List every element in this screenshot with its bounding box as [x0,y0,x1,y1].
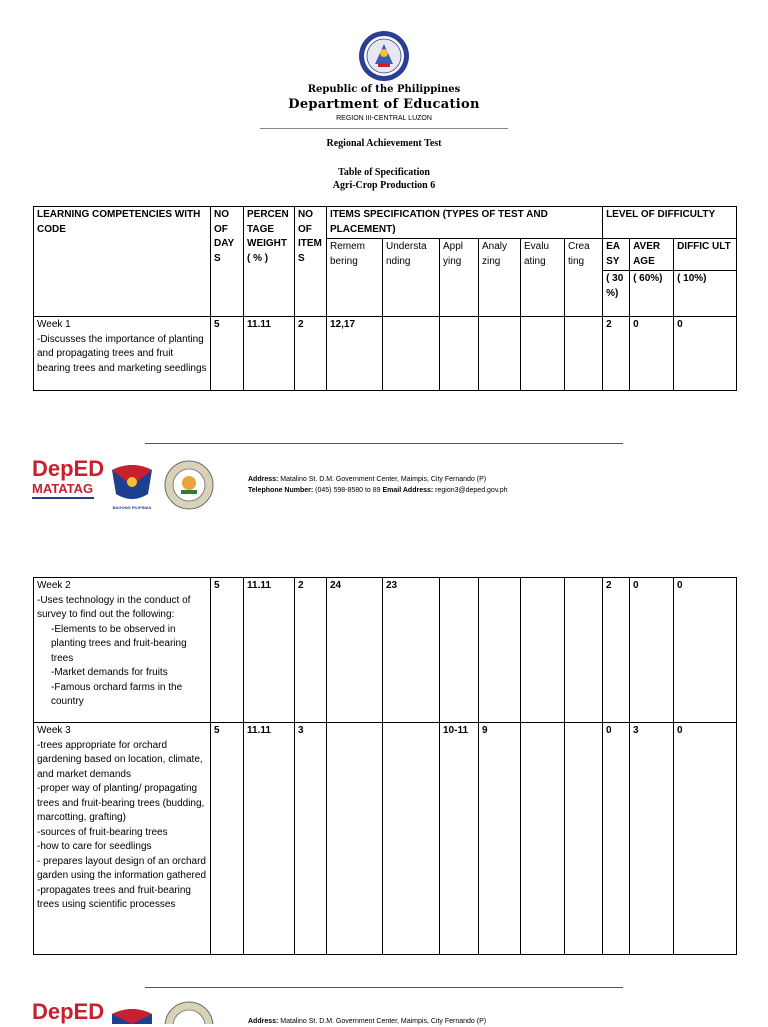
header-percentage: PERCEN TAGE WEIGHT ( % ) [244,207,295,317]
analyzing-cell [479,578,521,723]
bagong-pilipinas-icon [108,460,156,504]
competency-line: -Famous orchard farms in the country [51,681,183,707]
bagong-pilipinas-icon [108,1004,156,1024]
deped-seal-icon [358,30,410,82]
difficult-cell: 0 [674,317,737,391]
header-items: NO OF ITEM S [295,207,327,317]
evaluating-cell [521,317,565,391]
creating-cell [565,317,603,391]
items-cell: 3 [295,723,327,955]
logo-underline [32,497,94,499]
header-divider [260,128,508,129]
region-text: REGION III-CENTRAL LUZON [336,115,432,122]
header-analyzing: Analy zing [479,239,521,317]
header-difficult-pct: ( 10%) [674,271,737,317]
footer-divider [145,987,623,988]
tos-table-page2 [33,577,737,955]
competency-week: Week 2 [37,580,71,591]
region-seal-icon [163,459,215,511]
remembering-cell: 24 [327,578,383,723]
competency-line: -Uses technology in the conduct of survey to find out the following: [37,594,191,620]
address-value: Matalino St. D.M. Government Center, Maimpis, City Fernando (P) [280,1018,487,1025]
competency-week: Week 1 [37,319,71,330]
address-block [248,474,668,496]
header-difficult: DIFFIC ULT [674,239,737,271]
understanding-cell: 23 [383,578,440,723]
header-remembering: Remem bering [327,239,383,317]
department-text: Department of Education [288,97,480,112]
subject-title: Agri-Crop Production 6 [332,180,436,191]
creating-cell [565,578,603,723]
email-value: region3@deped.gov.ph [435,487,508,494]
weight-cell: 11.11 [244,317,295,391]
competency-cell [34,317,211,391]
address-block [248,1016,668,1027]
understanding-cell [383,723,440,955]
table-row [34,723,737,955]
analyzing-cell: 9 [479,723,521,955]
weight-cell: 11.11 [244,723,295,955]
competency-line: -proper way of planting/ propagating trees and fruit-bearing trees (budding, marcotting, grafting) [37,783,205,823]
header-easy-pct: ( 30 %) [603,271,630,317]
header-easy: EA SY [603,239,630,271]
creating-cell [565,723,603,955]
weight-cell: 11.11 [244,578,295,723]
test-title: Regional Achievement Test [326,138,442,149]
competency-line: - prepares layout design of an orchard garden using the information gathered [37,855,207,881]
deped-matatag-logo [32,456,105,513]
email-label: Email Address: [382,487,434,494]
header-creating: Crea ting [565,239,603,317]
average-cell: 0 [630,578,674,723]
competency-cell [34,578,211,723]
difficult-cell: 0 [674,578,737,723]
address-label: Address: [248,1018,279,1025]
applying-cell [440,578,479,723]
evaluating-cell [521,578,565,723]
phone-label: Telephone Number: [248,487,314,494]
deped-logo-text: DepED [32,456,105,481]
easy-cell: 2 [603,578,630,723]
remembering-cell: 12,17 [327,317,383,391]
items-cell: 2 [295,317,327,391]
competency-cell [34,723,211,955]
competency-line: -Elements to be observed in planting trees and fruit-bearing trees [51,623,187,664]
competency-line: -Discusses the importance of planting and propagating trees and fruit bearing trees and marketing seedlings [37,333,207,374]
address-label: Address: [248,476,279,483]
table-row [34,578,737,723]
analyzing-cell [479,317,521,391]
tos-table-page1 [33,206,737,391]
header-applying: Appl ying [440,239,479,317]
competency-line: -propagates trees and fruit-bearing trees using scientific processes [37,884,191,910]
header-difficulty: LEVEL OF DIFFICULTY [603,207,737,239]
understanding-cell [383,317,440,391]
table-row [34,317,737,391]
difficult-cell: 0 [674,723,737,955]
phone-value: (045) 598-8580 to 89 [315,487,381,494]
competency-line: -how to care for seedlings [37,841,152,852]
bagong-pilipinas-text: BAGONG PILIPINAS [112,505,152,510]
deped-logo-text: DepED [32,999,105,1024]
days-cell: 5 [211,317,244,391]
header-days: NO OF DAY S [211,207,244,317]
competency-line: -Market demands for fruits [51,667,168,678]
easy-cell: 2 [603,317,630,391]
average-cell: 0 [630,317,674,391]
header-average: AVER AGE [630,239,674,271]
competency-week: Week 3 [37,725,71,736]
matatag-logo-text: MATATAG [32,481,94,496]
tos-title: Table of Specification [338,167,430,178]
header-items-spec: ITEMS SPECIFICATION (TYPES OF TEST AND PLACEMENT) [327,207,603,239]
applying-cell [440,317,479,391]
days-cell: 5 [211,723,244,955]
competency-line: -sources of fruit-bearing trees [37,826,168,838]
average-cell: 3 [630,723,674,955]
days-cell: 5 [211,578,244,723]
header-average-pct: ( 60%) [630,271,674,317]
footer-divider [145,443,623,444]
items-cell: 2 [295,578,327,723]
header-evaluating: Evalu ating [521,239,565,317]
remembering-cell [327,723,383,955]
competency-line: -trees appropriate for orchard gardening based on location, climate, and market demands [37,739,203,780]
republic-text: Republic of the Philippines [307,84,461,95]
region-seal-icon [163,1000,215,1024]
header-competencies: LEARNING COMPETENCIES WITH CODE [34,207,211,317]
easy-cell: 0 [603,723,630,955]
applying-cell: 10-11 [440,723,479,955]
header-understanding: Understa nding [383,239,440,317]
evaluating-cell [521,723,565,955]
address-value: Matalino St. D.M. Government Center, Maimpis, City Fernando (P) [280,476,487,483]
